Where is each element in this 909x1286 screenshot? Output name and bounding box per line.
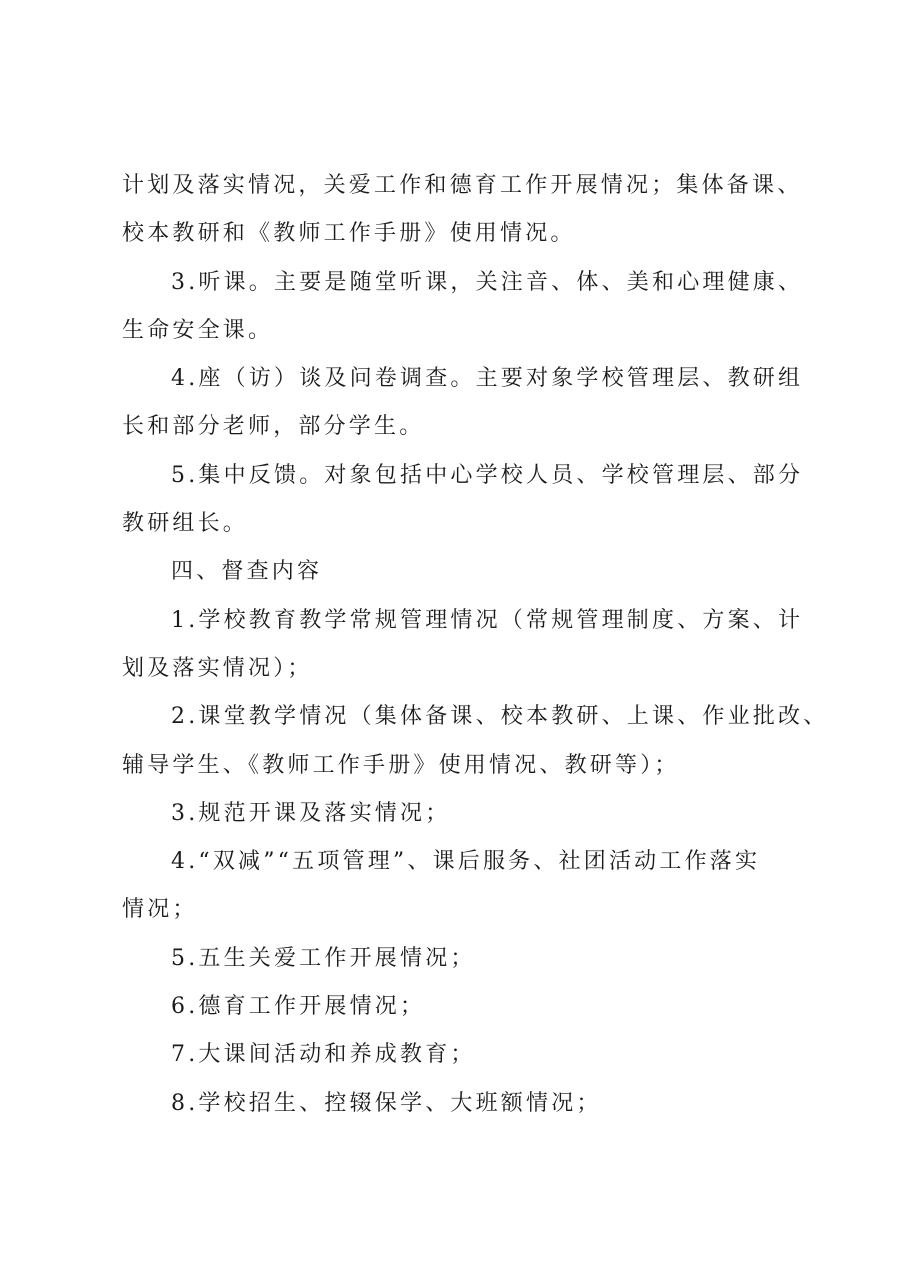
paragraph-line: 3.规范开课及落实情况； bbox=[171, 800, 451, 826]
paragraph-line: 4.“双减”“五项管理”、课后服务、社团活动工作落实 bbox=[171, 849, 761, 875]
section-heading: 四、督查内容 bbox=[171, 559, 323, 585]
paragraph-line: 校本教研和《教师工作手册》使用情况。 bbox=[122, 221, 576, 247]
paragraph-line: 教研组长。 bbox=[122, 511, 249, 537]
paragraph-line: 3.听课。主要是随堂听课，关注音、体、美和心理健康、 bbox=[171, 269, 804, 295]
paragraph-line: 7.大课间活动和养成教育； bbox=[171, 1042, 476, 1068]
paragraph-line: 划及落实情况）； bbox=[122, 655, 313, 681]
paragraph-line: 5.集中反馈。对象包括中心学校人员、学校管理层、部分 bbox=[171, 462, 804, 488]
paragraph-line: 辅导学生、《教师工作手册》使用情况、教研等）； bbox=[122, 752, 680, 778]
document-body bbox=[122, 162, 829, 1128]
paragraph-line: 4.座（访）谈及问卷调查。主要对象学校管理层、教研组 bbox=[171, 366, 804, 392]
paragraph-line: 6.德育工作开展情况； bbox=[171, 994, 426, 1020]
paragraph-line: 生命安全课。 bbox=[122, 317, 274, 343]
paragraph-line: 计划及落实情况，关爱工作和德育工作开展情况；集体备课、 bbox=[122, 173, 803, 198]
paragraph-line: 1.学校教育教学常规管理情况（常规管理制度、方案、计 bbox=[171, 607, 804, 633]
paragraph-line: 长和部分老师，部分学生。 bbox=[122, 414, 425, 440]
paragraph-line: 8.学校招生、控辍保学、大班额情况； bbox=[171, 1090, 602, 1116]
paragraph-line: 2.课堂教学情况（集体备课、校本教研、上课、作业批改、 bbox=[171, 704, 829, 730]
paragraph-line: 5.五生关爱工作开展情况； bbox=[171, 945, 476, 971]
paragraph-line: 情况； bbox=[122, 897, 198, 923]
